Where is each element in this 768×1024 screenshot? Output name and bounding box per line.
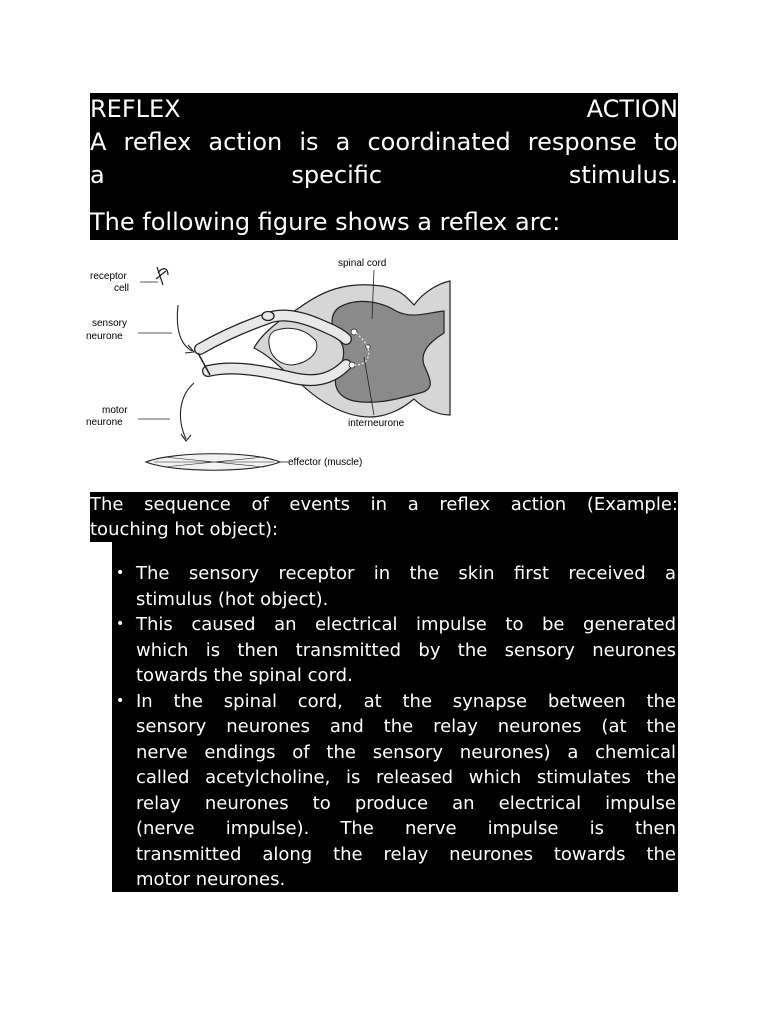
list-item-2-line-1: This caused an electrical impulse to be generated	[136, 614, 676, 635]
sequence-intro-block	[90, 492, 678, 542]
definition-text-1: A reflex action is a coordinated response to	[90, 128, 678, 156]
definition-line-2	[90, 159, 678, 192]
list-item-3-line-1: In the spinal cord, at the synapse between the	[136, 690, 676, 712]
label-sensory-2: neurone	[86, 331, 123, 342]
list-item-3-line-6: (nerve impulse). The nerve impulse is then	[136, 818, 676, 839]
figure-intro	[90, 206, 678, 239]
figure-intro-text: The following figure shows a reflex arc:	[90, 208, 561, 236]
label-interneurone: interneurone	[348, 418, 405, 429]
list-item-3-line-4: called acetylcholine, is released which stimulates the	[136, 767, 676, 788]
bullet-3: •	[116, 692, 125, 709]
list-item-3-line-7: transmitted along the relay neurones towards the	[136, 843, 676, 865]
sequence-intro-line-1	[90, 492, 678, 517]
label-receptor-1: receptor	[90, 271, 127, 282]
list-item-1-line-2: stimulus (hot object).	[136, 588, 329, 610]
title-right: ACTION	[586, 95, 678, 123]
label-sensory-1: sensory	[92, 318, 128, 329]
label-receptor-2: cell	[114, 283, 130, 294]
bullet-2: •	[116, 616, 125, 632]
list-item-2-line-3: towards the spinal cord.	[136, 665, 353, 686]
bullet-1: •	[116, 565, 125, 581]
label-spinal-cord: spinal cord	[338, 258, 387, 269]
list-item-3-line-5: relay neurones to produce an electrical impulse	[136, 792, 676, 814]
sensory-impulse-arrow	[177, 305, 192, 351]
list-item-2-line-2: which is then transmitted by the sensory neurones	[136, 639, 676, 661]
sequence-intro-text-2: touching hot object):	[90, 519, 279, 540]
title-left: REFLEX	[90, 95, 181, 123]
label-motor-2: neurone	[86, 417, 123, 428]
title-line	[90, 93, 678, 126]
event-list	[112, 542, 678, 892]
definition-word-3: stimulus.	[568, 161, 678, 189]
label-motor-1: motor	[102, 405, 128, 416]
list-item-3-line-3: nerve endings of the sensory neurones) a chemical	[136, 741, 676, 763]
definition-line-1	[90, 126, 678, 159]
sequence-intro-line-2	[90, 517, 678, 542]
list-item-3-line-2: sensory neurones and the relay neurones (at the	[136, 716, 676, 737]
sequence-intro-text-1: The sequence of events in a reflex action (Example:	[90, 494, 678, 515]
list-item-3-line-8: motor neurones.	[136, 869, 286, 890]
list-item-1-line-1: The sensory receptor in the skin first received a	[136, 563, 676, 584]
definition-word-2: specific	[291, 161, 383, 189]
label-effector: effector (muscle)	[288, 457, 363, 468]
motor-impulse-arrow	[180, 383, 194, 439]
dorsal-root-ganglion	[262, 312, 274, 321]
definition-word-1: a	[90, 161, 105, 189]
header-block	[90, 93, 678, 240]
reflex-arc-diagram	[84, 253, 474, 475]
